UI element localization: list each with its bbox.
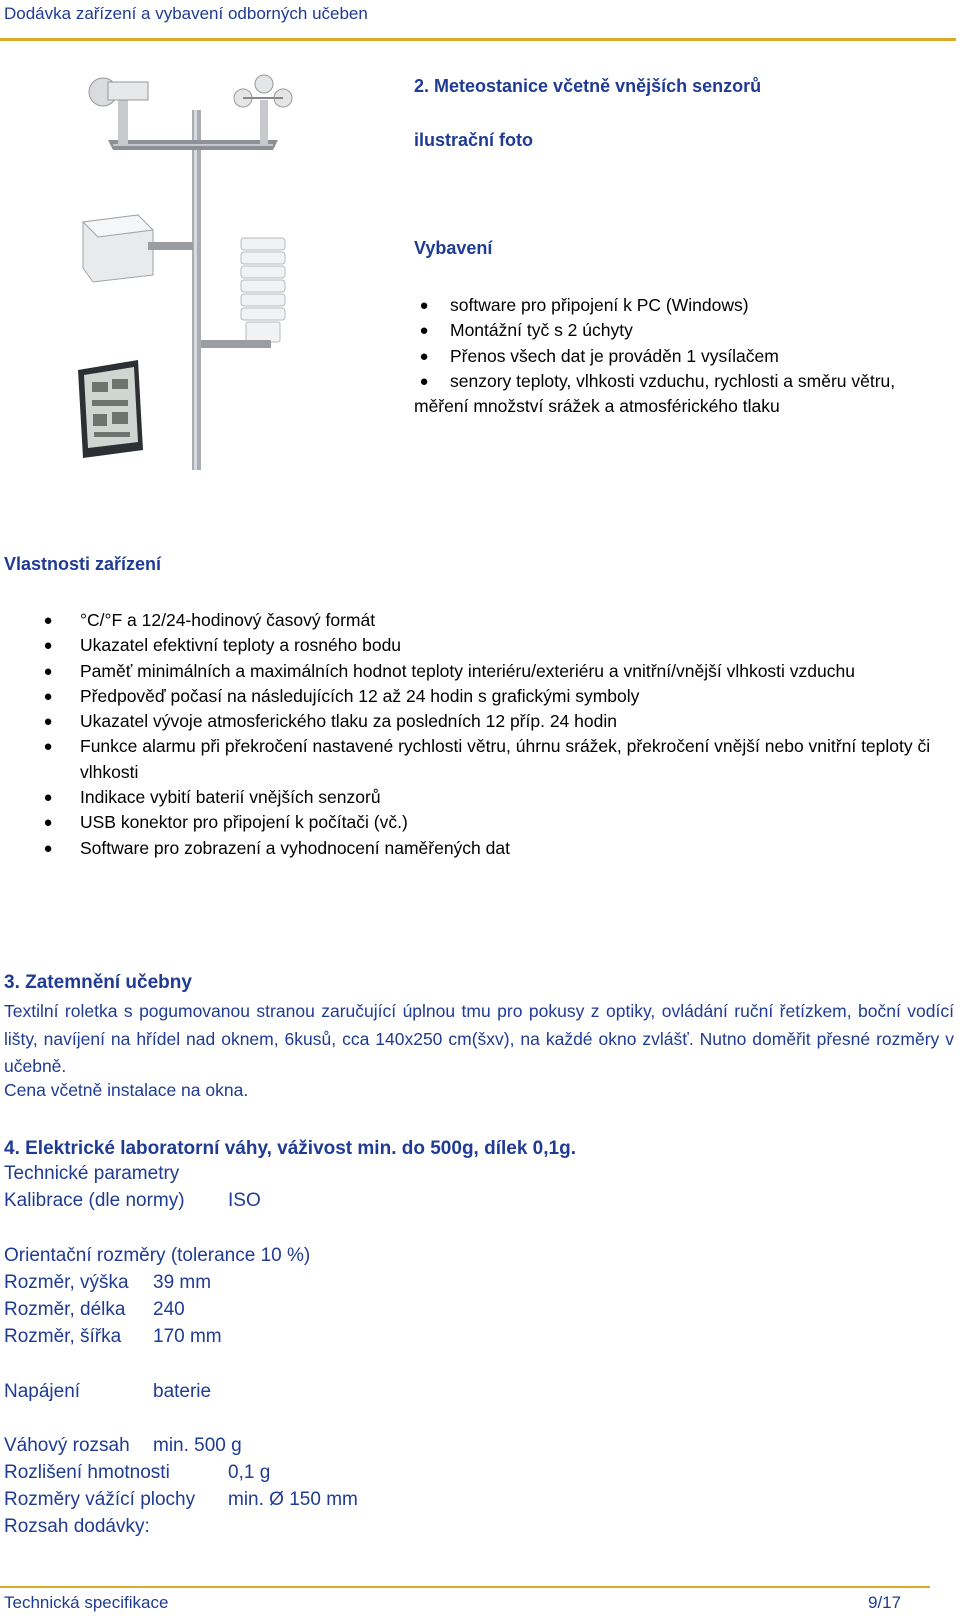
height-label: Rozměr, výška — [4, 1272, 129, 1293]
bullet-icon: ● — [419, 372, 429, 390]
equipment-list — [414, 293, 934, 419]
photo-caption: ilustrační foto — [414, 130, 534, 150]
bullet-icon: ● — [43, 814, 53, 832]
power-label: Napájení — [4, 1381, 81, 1402]
height-value: 39 mm — [153, 1272, 212, 1293]
width-value: 170 mm — [153, 1326, 222, 1347]
footer-title: Technická specifikace — [4, 1593, 169, 1612]
bullet-icon: ● — [43, 713, 53, 731]
page-number: 9/17 — [868, 1593, 902, 1612]
length-label: Rozměr, délka — [4, 1299, 126, 1320]
bullet-icon: ● — [43, 612, 53, 629]
header-rule — [0, 38, 956, 41]
equipment-heading: Vybavení — [414, 238, 493, 258]
footer-rule — [0, 1586, 930, 1588]
section-3-body: Textilní roletka s pogumovanou stranou zaručující úplnou tmu pro pokusy z optiky, ovládání ruční řetízkem, boční vodící lišty, navíjení na hřídel nad oknem, 6kusů, cca 140x250 cm(šxv), na každé okno zvlášť. Nutno doměřit přesné rozměry v učebně. — [4, 1001, 954, 1076]
properties-list — [4, 608, 944, 861]
list-item: ● senzory teploty, vlhkosti vzduchu, rychlosti a směru větru, měření množství srážek a atmosférického tlaku — [414, 370, 896, 417]
list-item: ● Ukazatel efektivní teploty a rosného bodu — [4, 633, 944, 658]
bullet-icon: ● — [43, 738, 53, 756]
list-item: ● Přenos všech dat je prováděn 1 vysílačem — [414, 344, 934, 369]
list-item: ● Indikace vybití baterií vnějších senzorů — [4, 785, 944, 810]
range-label: Váhový rozsah — [4, 1435, 130, 1456]
list-item: ● °C/°F a 12/24-hodinový časový formát — [4, 608, 944, 633]
dims-heading: Orientační rozměry (tolerance 10 %) — [4, 1245, 311, 1266]
bullet-icon: ● — [43, 789, 53, 807]
section-4-heading: 4. Elektrické laboratorní váhy, váživost min. do 500g, dílek 0,1g. — [4, 1138, 576, 1159]
weather-station-photo — [78, 70, 313, 470]
bullet-icon: ● — [419, 322, 429, 340]
power-value: baterie — [153, 1381, 212, 1402]
list-item: ● Paměť minimálních a maximálních hodnot teploty interiéru/exteriéru a vnitřní/vnější vlhkosti vzduchu — [4, 659, 944, 684]
plate-label: Rozměry vážící plochy — [4, 1489, 196, 1510]
list-item: ● Software pro zobrazení a vyhodnocení naměřených dat — [4, 836, 944, 861]
section-3-heading: 3. Zatemnění učebny — [4, 972, 192, 993]
properties-heading: Vlastnosti zařízení — [4, 554, 162, 574]
bullet-icon: ● — [43, 839, 53, 857]
section-3-price-note: Cena včetně instalace na okna. — [4, 1080, 249, 1100]
bullet-icon: ● — [419, 347, 429, 365]
list-item: ● USB konektor pro připojení k počítači (vč.) — [4, 810, 944, 835]
resolution-label: Rozlišení hmotnosti — [4, 1462, 170, 1483]
width-label: Rozměr, šířka — [4, 1326, 122, 1347]
bullet-icon: ● — [419, 297, 429, 314]
bullet-icon: ● — [43, 687, 53, 705]
header-title: Dodávka zařízení a vybavení odborných učeben — [4, 4, 368, 23]
list-item: ● Ukazatel vývoje atmosferického tlaku za posledních 12 příp. 24 hodin — [4, 709, 944, 734]
bullet-icon: ● — [43, 637, 53, 655]
range-value: min. 500 g — [153, 1435, 242, 1456]
length-value: 240 — [153, 1299, 185, 1320]
list-item: ● Montážní tyč s 2 úchyty — [414, 318, 934, 343]
section-2-title: 2. Meteostanice včetně vnějších senzorů — [414, 76, 762, 96]
bullet-icon: ● — [43, 662, 53, 680]
list-item: ● software pro připojení k PC (Windows) — [414, 293, 934, 318]
resolution-value: 0,1 g — [228, 1462, 271, 1483]
plate-value: min. Ø 150 mm — [228, 1489, 358, 1510]
scope-label: Rozsah dodávky: — [4, 1516, 150, 1537]
calibration-value: ISO — [228, 1190, 261, 1211]
list-item: ● Předpověď počasí na následujících 12 až 24 hodin s grafickými symboly — [4, 684, 944, 709]
tech-params-label: Technické parametry — [4, 1163, 180, 1184]
calibration-label: Kalibrace (dle normy) — [4, 1190, 185, 1211]
list-item: ● Funkce alarmu při překročení nastavené rychlosti větru, úhrnu srážek, překročení vnější nebo vnitřní teploty či vlhkosti — [4, 734, 944, 785]
